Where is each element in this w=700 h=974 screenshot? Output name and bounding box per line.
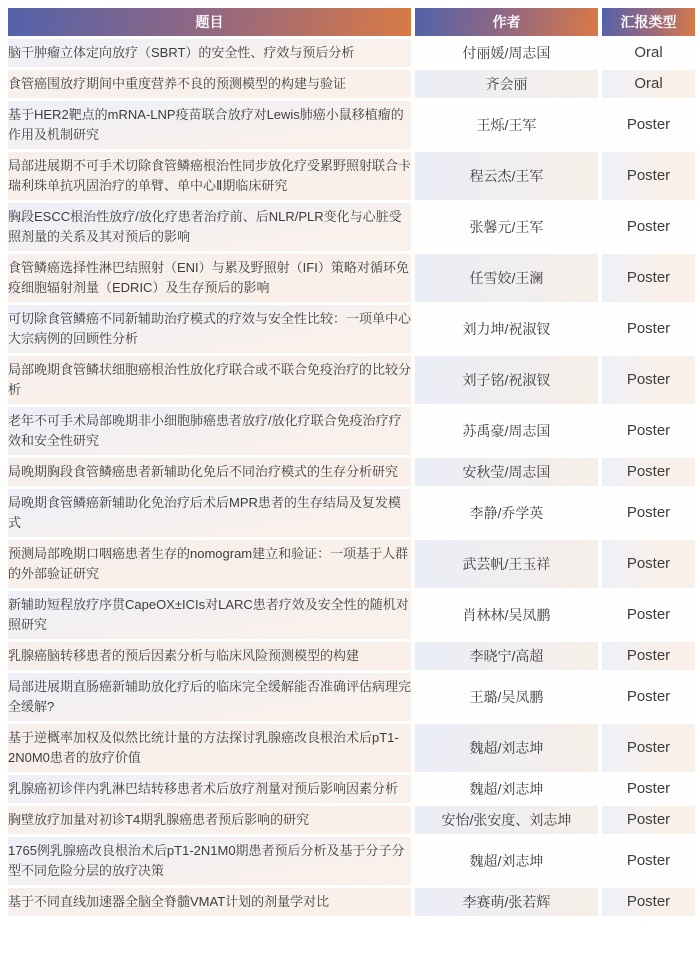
report-type-cell: Poster bbox=[602, 642, 695, 670]
report-type-cell: Poster bbox=[602, 458, 695, 486]
author-cell: 魏超/刘志坤 bbox=[415, 775, 598, 803]
title-cell: 基于HER2靶点的mRNA-LNP疫苗联合放疗对Lewis肺癌小鼠移植瘤的作用及机制研究 bbox=[8, 101, 411, 149]
table-row bbox=[8, 591, 695, 639]
report-type-cell: Poster bbox=[602, 407, 695, 455]
author-cell: 武芸帆/王玉祥 bbox=[415, 540, 598, 588]
table-row bbox=[8, 806, 695, 834]
author-cell: 刘力坤/祝淑钗 bbox=[415, 305, 598, 353]
title-cell: 乳腺癌初诊伴内乳淋巴结转移患者术后放疗剂量对预后影响因素分析 bbox=[8, 775, 411, 803]
report-type-cell: Poster bbox=[602, 775, 695, 803]
author-cell: 齐会丽 bbox=[415, 70, 598, 98]
author-cell: 魏超/刘志坤 bbox=[415, 837, 598, 885]
report-type-cell: Poster bbox=[602, 152, 695, 200]
report-type-cell: Poster bbox=[602, 888, 695, 916]
title-cell: 局晚期食管鳞癌新辅助化免治疗后术后MPR患者的生存结局及复发模式 bbox=[8, 489, 411, 537]
report-type-cell: Poster bbox=[602, 356, 695, 404]
report-type-cell: Poster bbox=[602, 540, 695, 588]
author-cell: 安怡/张安度、刘志坤 bbox=[415, 806, 598, 834]
report-type-cell: Oral bbox=[602, 39, 695, 67]
title-cell: 基于逆概率加权及似然比统计量的方法探讨乳腺癌改良根治术后pT1-2N0M0患者的放疗价值 bbox=[8, 724, 411, 772]
author-cell: 苏禹豪/周志国 bbox=[415, 407, 598, 455]
table-row bbox=[8, 888, 695, 916]
table-row bbox=[8, 775, 695, 803]
table-row bbox=[8, 203, 695, 251]
author-cell: 王烁/王军 bbox=[415, 101, 598, 149]
table-row bbox=[8, 39, 695, 67]
table-body bbox=[8, 39, 695, 916]
table-row bbox=[8, 642, 695, 670]
title-cell: 可切除食管鳞癌不同新辅助治疗模式的疗效与安全性比较：一项单中心大宗病例的回顾性分析 bbox=[8, 305, 411, 353]
table-row bbox=[8, 70, 695, 98]
title-cell: 脑干肿瘤立体定向放疗（SBRT）的安全性、疗效与预后分析 bbox=[8, 39, 411, 67]
author-cell: 李赛萌/张若辉 bbox=[415, 888, 598, 916]
report-type-cell: Oral bbox=[602, 70, 695, 98]
table-row bbox=[8, 837, 695, 885]
title-cell: 老年不可手术局部晚期非小细胞肺癌患者放疗/放化疗联合免疫治疗疗效和安全性研究 bbox=[8, 407, 411, 455]
report-type-cell: Poster bbox=[602, 101, 695, 149]
author-cell: 张馨元/王军 bbox=[415, 203, 598, 251]
table-row bbox=[8, 489, 695, 537]
title-cell: 局部进展期直肠癌新辅助放化疗后的临床完全缓解能否准确评估病理完全缓解? bbox=[8, 673, 411, 721]
column-header-author: 作者 bbox=[415, 8, 598, 36]
table-row bbox=[8, 254, 695, 302]
column-header-title: 题目 bbox=[8, 8, 411, 36]
title-cell: 食管癌围放疗期间中重度营养不良的预测模型的构建与验证 bbox=[8, 70, 411, 98]
title-cell: 局部进展期不可手术切除食管鳞癌根治性同步放化疗受累野照射联合卡瑞利珠单抗巩固治疗的单臂、单中心Ⅱ期临床研究 bbox=[8, 152, 411, 200]
presentation-table bbox=[8, 8, 695, 919]
title-cell: 局部晚期食管鳞状细胞癌根治性放化疗联合或不联合免疫治疗的比较分析 bbox=[8, 356, 411, 404]
title-cell: 胸段ESCC根治性放疗/放化疗患者治疗前、后NLR/PLR变化与心脏受照剂量的关系及其对预后的影响 bbox=[8, 203, 411, 251]
author-cell: 王璐/吴凤鹏 bbox=[415, 673, 598, 721]
report-type-cell: Poster bbox=[602, 673, 695, 721]
title-cell: 新辅助短程放疗序贯CapeOX±ICIs对LARC患者疗效及安全性的随机对照研究 bbox=[8, 591, 411, 639]
report-type-cell: Poster bbox=[602, 203, 695, 251]
author-cell: 任雪姣/王澜 bbox=[415, 254, 598, 302]
author-cell: 安秋莹/周志国 bbox=[415, 458, 598, 486]
title-cell: 1765例乳腺癌改良根治术后pT1-2N1M0期患者预后分析及基于分子分型不同危险分层的放疗决策 bbox=[8, 837, 411, 885]
report-type-cell: Poster bbox=[602, 806, 695, 834]
table-row bbox=[8, 673, 695, 721]
table-row bbox=[8, 101, 695, 149]
title-cell: 食管鳞癌选择性淋巴结照射（ENI）与累及野照射（IFI）策略对循环免疫细胞辐射剂量（EDRIC）及生存预后的影响 bbox=[8, 254, 411, 302]
title-cell: 局晚期胸段食管鳞癌患者新辅助化免后不同治疗模式的生存分析研究 bbox=[8, 458, 411, 486]
table-row bbox=[8, 356, 695, 404]
author-cell: 付丽媛/周志国 bbox=[415, 39, 598, 67]
report-type-cell: Poster bbox=[602, 254, 695, 302]
title-cell: 乳腺癌脑转移患者的预后因素分析与临床风险预测模型的构建 bbox=[8, 642, 411, 670]
table-header-row bbox=[8, 8, 695, 36]
table-row bbox=[8, 407, 695, 455]
author-cell: 刘子铭/祝淑钗 bbox=[415, 356, 598, 404]
table-row bbox=[8, 540, 695, 588]
author-cell: 肖林林/吴凤鹏 bbox=[415, 591, 598, 639]
report-type-cell: Poster bbox=[602, 591, 695, 639]
title-cell: 基于不同直线加速器全脑全脊髓VMAT计划的剂量学对比 bbox=[8, 888, 411, 916]
author-cell: 李静/乔学英 bbox=[415, 489, 598, 537]
column-header-report-type: 汇报类型 bbox=[602, 8, 695, 36]
table-row bbox=[8, 724, 695, 772]
title-cell: 胸壁放疗加量对初诊T4期乳腺癌患者预后影响的研究 bbox=[8, 806, 411, 834]
author-cell: 程云杰/王军 bbox=[415, 152, 598, 200]
table-row bbox=[8, 305, 695, 353]
table-row bbox=[8, 152, 695, 200]
title-cell: 预测局部晚期口咽癌患者生存的nomogram建立和验证：一项基于人群的外部验证研究 bbox=[8, 540, 411, 588]
table-row bbox=[8, 458, 695, 486]
report-type-cell: Poster bbox=[602, 305, 695, 353]
author-cell: 魏超/刘志坤 bbox=[415, 724, 598, 772]
author-cell: 李晓宁/高超 bbox=[415, 642, 598, 670]
report-type-cell: Poster bbox=[602, 837, 695, 885]
report-type-cell: Poster bbox=[602, 724, 695, 772]
report-type-cell: Poster bbox=[602, 489, 695, 537]
